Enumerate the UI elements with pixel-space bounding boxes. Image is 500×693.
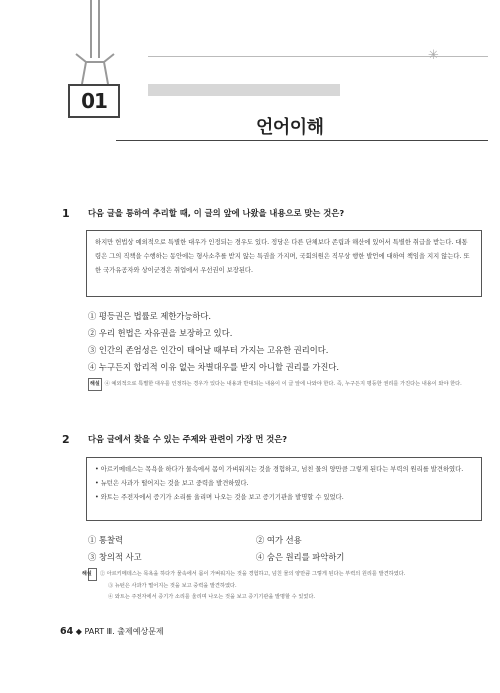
- question-text: 다음 글을 통하여 추리할 때, 이 글의 앞에 나왔을 내용으로 맞는 것은?: [88, 208, 345, 218]
- choice-2[interactable]: ② 우리 헌법은 자유권을 보장하고 있다.: [88, 328, 233, 338]
- section-label: PART Ⅲ. 출제예상문제: [84, 627, 164, 636]
- choice-4[interactable]: ④ 숨은 원리를 파악하기: [256, 552, 345, 562]
- explanation-text: ④ 예외적으로 특별한 대우를 인정하는 경우가 있다는 내용과 반대되는 내용이 이 글 앞에 나와야 한다. 즉, 누구든지 평등한 권리를 가진다는 내용이 와야 한다.: [104, 381, 462, 387]
- explanation: [88, 378, 478, 391]
- choice-3[interactable]: ③ 인간의 존엄성은 인간이 태어날 때부터 가지는 고유한 권리이다.: [88, 345, 329, 355]
- question-number: 2: [62, 433, 70, 446]
- bullet-item: • 뉴턴은 사과가 떨어지는 것을 보고 중력을 발견하였다.: [95, 480, 249, 487]
- explanation-line: ③ 뉴턴은 사과가 떨어지는 것을 보고 중력을 발견하였다.: [108, 583, 237, 589]
- question-text: 다음 글에서 찾을 수 있는 주제와 관련이 가장 먼 것은?: [88, 434, 288, 444]
- question-number: 1: [62, 207, 70, 220]
- choice-2[interactable]: ② 여가 선용: [256, 535, 302, 545]
- passage-text: 하지만 헌법상 예외적으로 특별한 대우가 인정되는 경우도 있다. 정당은 다른 단체보다 존립과 해산에 있어서 특별한 취급을 받는다. 대통령은 그의 직책을 수행하는 동안에는 형사소추를 받지 않는 특권을 가지며, 국회의원은 직무상 행한 발언에 대하여 책임을 지지 않는다. 또한 국가유공자와 상이군경은 취업에서 우선권이 보장된다.: [95, 239, 470, 274]
- header-bar: [148, 84, 340, 96]
- asterisk-icon: ✳: [428, 48, 439, 63]
- bullet-item: • 아르키메데스는 목욕을 하다가 물속에서 몸이 가벼워지는 것을 경험하고, 넘친 물의 양만큼 그렇게 된다는 부력의 원리를 발견하였다.: [95, 466, 464, 473]
- choice-1[interactable]: ① 통찰력: [88, 535, 123, 545]
- choice-3[interactable]: ③ 창의적 사고: [88, 552, 142, 562]
- explanation-tag: 해설: [88, 568, 97, 581]
- passage-box: [86, 457, 482, 521]
- bullet-diamond-icon: ◆: [75, 627, 82, 636]
- explanation-line: 해설 ② 아르키메데스는 목욕을 하다가 물속에서 몸이 가벼워지는 것을 경험하고, 넘친 물의 양만큼 그렇게 된다는 부력의 원리를 발견하였다.: [88, 568, 478, 581]
- bullet-item: • 와트는 주전자에서 증기가 소리를 울리며 나오는 것을 보고 증기기관을 발명할 수 있었다.: [95, 494, 344, 501]
- divider-line: [116, 140, 488, 141]
- explanation-tag: 해설: [88, 378, 102, 391]
- chapter-title: 언어이해: [256, 117, 324, 138]
- explanation: [82, 568, 478, 603]
- page-footer: [60, 626, 164, 637]
- passage-box: [86, 230, 482, 297]
- page-number: 64: [60, 626, 74, 637]
- choice-4[interactable]: ④ 누구든지 합리적 이유 없는 차별대우를 받지 아니할 권리를 가진다.: [88, 362, 340, 372]
- explanation-line: ④ 와트는 주전자에서 증기가 소리를 울리며 나오는 것을 보고 증기기관을 발명할 수 있었다.: [108, 594, 316, 600]
- chapter-number: 01: [68, 84, 120, 118]
- choice-1[interactable]: ① 평등권은 법률로 제한가능하다.: [88, 311, 212, 321]
